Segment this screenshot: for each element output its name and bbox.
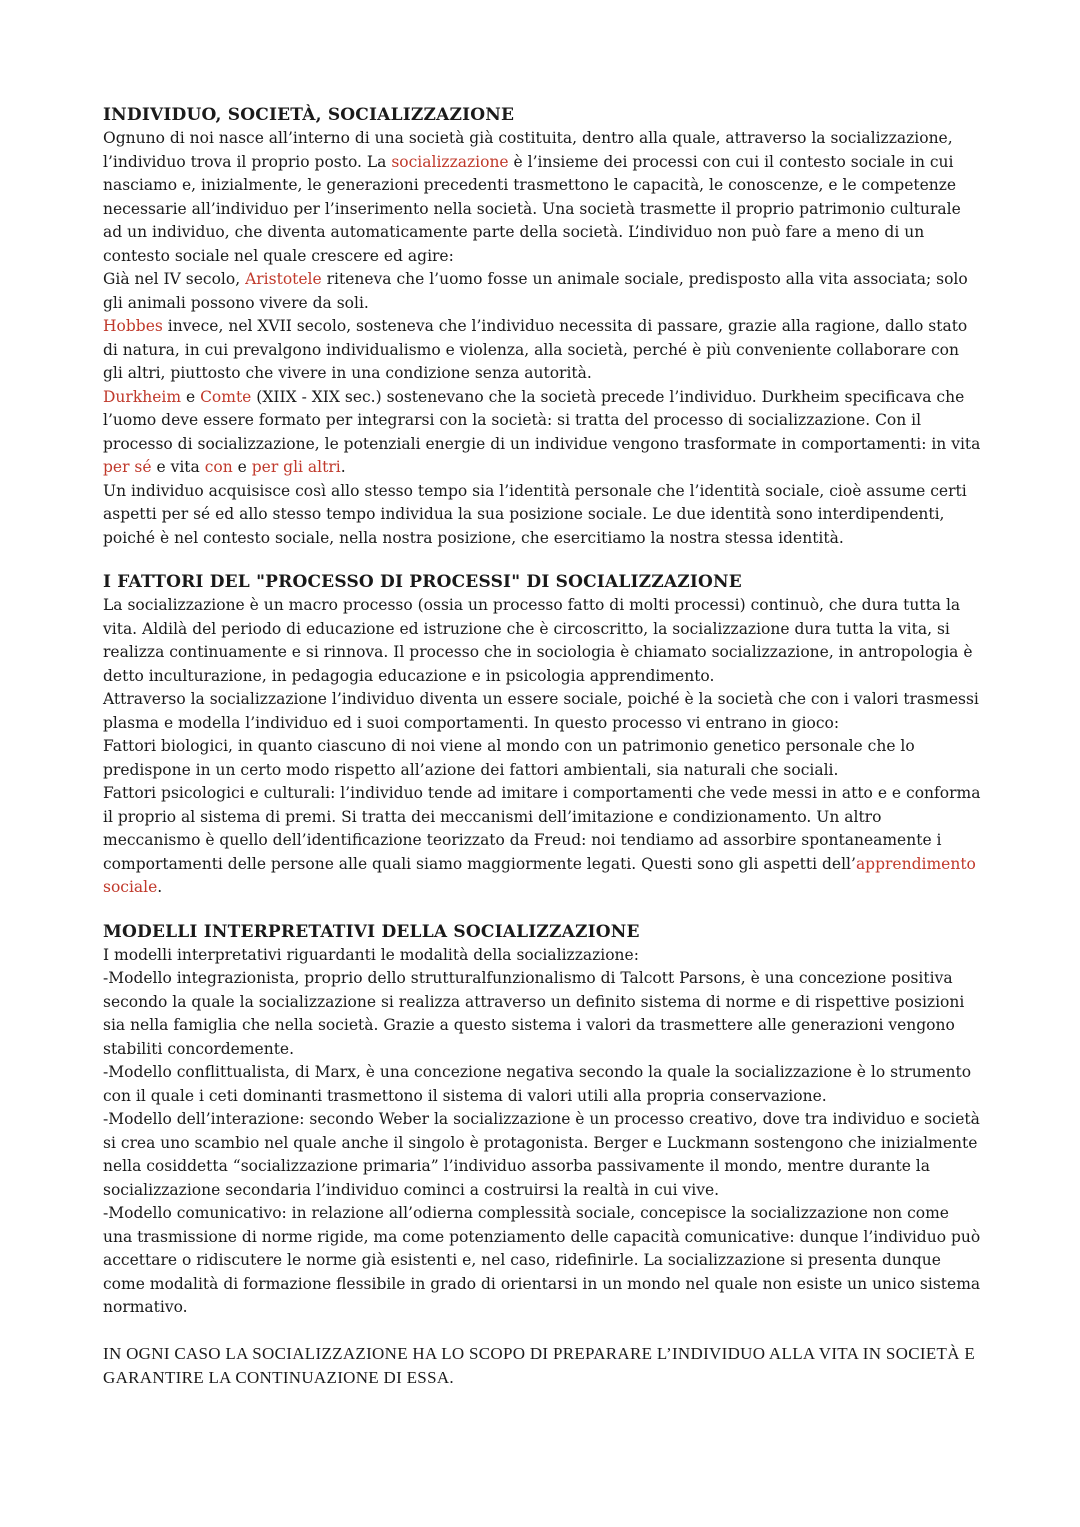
text: e vita: [151, 458, 205, 476]
paragraph: [103, 315, 983, 386]
text: (XIIX - XIX sec.) sostenevano che la società precede l’individuo. Durkheim specificava che l’uomo deve essere formato per integrarsi con la società: si tratta del processo di socializzazione. Con il processo di socializzazione, le potenziali energie di un individue vengono trasformate in comportamenti: in vita: [103, 387, 981, 453]
section-title: MODELLI INTERPRETATIVI DELLA SOCIALIZZAZIONE: [103, 921, 640, 942]
text: e: [181, 387, 201, 406]
text: Ognuno di noi nasce all’interno di una società già costituita, dentro alla quale, attraverso la socializzazione, l’individuo trova il proprio posto. La: [103, 129, 953, 171]
paragraph: [103, 386, 983, 480]
highlight-term: con: [204, 458, 233, 476]
highlight-term: Aristotele: [245, 270, 322, 288]
text: .: [340, 458, 346, 476]
paragraph: -Modello dell’interazione: secondo Weber la socializzazione è un processo creativo, dove tra individuo e società si crea uno scambio nel quale anche il singolo è protagonista. Berger e Luckmann sostengono che inizialmente nella cosiddetta “socializzazione primaria” l’individuo assorba passivamente il mondo, mentre durante la socializzazione secondaria l’individuo cominci a costruirsi la realtà in cui vive.: [103, 1110, 980, 1199]
highlight-term: per gli altri: [251, 458, 341, 476]
highlight-term: Hobbes: [103, 317, 163, 335]
paragraph: [103, 782, 983, 900]
section-modelli: [103, 920, 983, 1320]
highlight-term: socializzazione: [391, 152, 509, 171]
paragraph: I modelli interpretativi riguardanti le modalità della socializzazione:: [103, 945, 639, 964]
highlight-term: per sé: [103, 458, 152, 476]
text: e: [232, 458, 252, 476]
highlight-term: apprendimento sociale: [103, 854, 976, 896]
text: Già nel IV secolo,: [103, 270, 246, 288]
paragraph: Attraverso la socializzazione l’individuo diventa un essere sociale, poiché è la società che con i valori trasmessi plasma e modella l’individuo ed i suoi comportamenti. In questo processo vi entrano in gioco:: [103, 690, 979, 732]
paragraph: [103, 268, 983, 315]
highlight-term: Comte: [200, 387, 252, 406]
text: è l’insieme dei processi con cui il contesto sociale in cui nasciamo e, inizialmente, le generazioni precedenti trasmettono le capacità, le conoscenze, e le competenze necessarie all’individuo per l’inserimento nella società. Una società trasmette il proprio patrimonio culturale ad un individuo, che diventa automaticamente parte della società. L’individuo non può fare a meno di un contesto sociale nel quale crescere ed agire:: [103, 152, 961, 265]
document-page: [103, 103, 983, 1390]
highlight-term: Durkheim: [103, 387, 182, 406]
paragraph: -Modello conflittualista, di Marx, è una concezione negativa secondo la quale la socializzazione è lo strumento con il quale i ceti dominanti trasmettono il sistema di valori utili alla propria conservazione.: [103, 1063, 972, 1105]
section-socializzazione: [103, 103, 983, 550]
paragraph: -Modello comunicativo: in relazione all’odierna complessità sociale, concepisce la socializzazione non come una trasmissione di norme rigide, ma come potenziamento delle capacità comunicative: dunque l’individuo può accettare o ridiscutere le norme già esistenti e, nel caso, ridefinirle. La socializzazione si presenta dunque come modalità di formazione flessibile in grado di orientarsi in un mondo nel quale non esiste un unico sistema normativo.: [103, 1204, 981, 1316]
section-title: I FATTORI DEL "PROCESSO DI PROCESSI" DI SOCIALIZZAZIONE: [103, 572, 742, 592]
text: riteneva che l’uomo fosse un animale sociale, predisposto alla vita associata; solo gli animali possono vivere da soli.: [103, 270, 968, 312]
text: invece, nel XVII secolo, sosteneva che l’individuo necessita di passare, grazie alla ragione, dallo stato di natura, in cui prevalgono individualismo e violenza, alla società, perché è più conveniente collaborare con gli altri, piuttosto che vivere in una condizione senza autorità.: [103, 317, 968, 382]
text: Fattori psicologici e culturali: l’individuo tende ad imitare i comportamenti che vede messi in atto e e conforma il proprio al sistema di premi. Si tratta dei meccanismi dell’imitazione e condizionamento. Un altro meccanismo è quello dell’identificazione teorizzato da Freud: noi tendiamo ad assorbire spontaneamente i comportamenti delle persone alle quali siamo maggiormente legati. Questi sono gli aspetti dell’: [103, 784, 981, 873]
section-fattori: [103, 570, 983, 900]
paragraph: -Modello integrazionista, proprio dello strutturalfunzionalismo di Talcott Parsons, è una concezione positiva secondo la quale la socializzazione si realizza attraverso un definito sistema di norme e di rispettive posizioni sia nella famiglia che nella società. Grazie a questo sistema i valori da trasmettere alle generazioni vengono stabiliti concordemente.: [103, 969, 965, 1058]
section-title: INDIVIDUO, SOCIETÀ, SOCIALIZZAZIONE: [103, 105, 515, 125]
paragraph: Un individuo acquisisce così allo stesso tempo sia l’identità personale che l’identità sociale, cioè assume certi aspetti per sé ed allo stesso tempo individua la sua posizione sociale. Le due identità sono interdipendenti, poiché è nel contesto sociale, nella nostra posizione, che esercitiamo la nostra stessa identità.: [103, 481, 967, 547]
paragraph: La socializzazione è un macro processo (ossia un processo fatto di molti processi) continuò, che dura tutta la vita. Aldilà del periodo di educazione ed istruzione che è circoscritto, la socializzazione dura tutta la vita, si realizza continuamente e si rinnova. Il processo che in sociologia è chiamato socializzazione, in antropologia è detto inculturazione, in pedagogia educazione e in psicologia apprendimento.: [103, 596, 973, 685]
text: .: [157, 878, 163, 896]
closing-statement: IN OGNI CASO LA SOCIALIZZAZIONE HA LO SCOPO DI PREPARARE L’INDIVIDUO ALLA VITA IN SOCIETÀ E GARANTIRE LA CONTINUAZIONE DI ESSA.: [103, 1343, 976, 1387]
paragraph: [103, 127, 983, 268]
paragraph: Fattori biologici, in quanto ciascuno di noi viene al mondo con un patrimonio genetico personale che lo predispone in un certo modo rispetto all’azione dei fattori ambientali, sia naturali che sociali.: [103, 737, 915, 779]
